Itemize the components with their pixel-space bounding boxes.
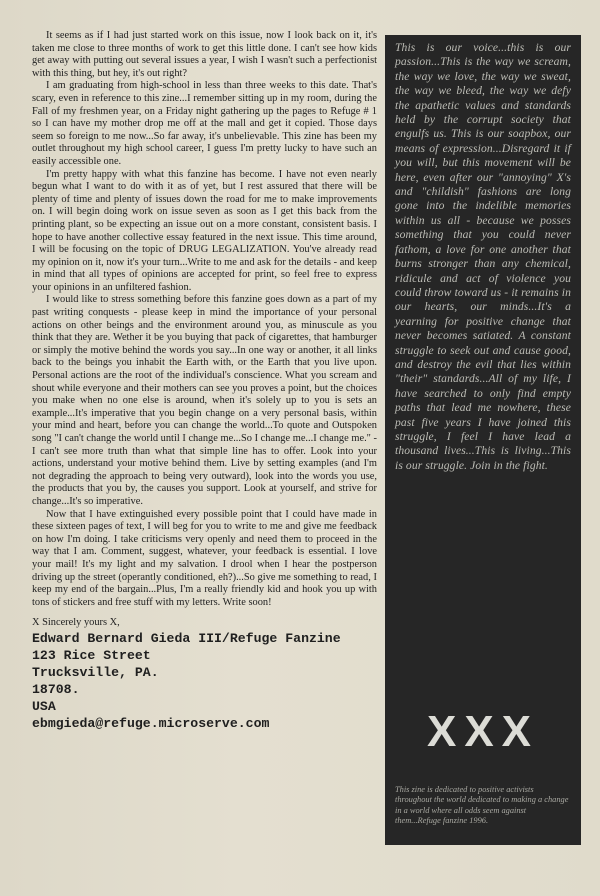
manifesto-text: This is our voice...this is our passion...This is the way we scream, the way we love, the way we sweat, the way we bleed, the way we defy the apathetic values and standards held by the corrupt society that engulfs us. This is our soapbox, our means of expression...Disregard it if you will, but this movement will be here, even after our "annoying" X's and "childish" fashions are long gone into the indelible memories within us all - because we posses something that you could never fathom, a love for one another that burns stronger than any chemical, ridicule and act of violence you could throw toward us - it remains in our hearts, our minds...It's a yearning for positive change that never becomes satiated. A constant struggle to seek out and cause good, and destroy the evil that lies within "their" standards...All of my life, I have searched to only find empty paths that lead me nowhere, these past five years I have joined this struggle, I feel I have lead a thousand lives...This is living...This is our struggle. Join in the fight. [395,41,571,472]
address-name: Edward Bernard Gieda III/Refuge Fanzine [32,630,341,646]
letter-paragraph-4: I would like to stress something before this fanzine goes down as a part of my past writing conquests - please keep in mind the importance of your personal actions on other beings and the environment around you, as minuscule as you think that they are. Wether it be you buying that pack of cigarettes, that hamburger or simply the motive behind the words you say...In one way or another, it all links back to the beings you inhabit the Earth with, or the Earth that you live upon. Personal actions are the root of the individual's conscience. What you scream and shout while everyone and their mothers can see you proves a point, but the choices you make when no one else is around, when it's solely up to you is sets an example...It's imperative that you begin change on a very personal basis, within your mind and heart, before you can change the world...To quote and Outspoken song "I can't change the world until I change me...So I change me...I change me." - I can't see more truth than what that simple line has to offer. Look into your actions, understand your motive behind them. Live by setting examples (and I'm not degrading the approach to being very outward), look into the words you use, the products that you by, the causes you support. Look at yourself, and strive for change...It's so imperative. [32,294,377,507]
signoff: X Sincerely yours X, [32,617,120,629]
address-zip: 18708. [32,681,80,697]
letter-paragraph-1: It seems as if I had just started work on this issue, now I look back on it, it's taken me close to three months of work to get this little done. I can't see how kids get away with putting out several issues a year, I wish I wasn't such a perfectionist with this thing, but hey, it's out right? [32,30,377,79]
address-country: USA [32,698,56,714]
letter-column [32,30,377,732]
address-city: Trucksville, PA. [32,664,159,680]
letter-paragraph-3: I'm pretty happy with what this fanzine has become. I have not even nearly begun what I want to do with it as of yet, but I rest assured that there will be plenty of time and plenty of issues down the road for me to make improvements on. I will begin doing work on issue seven as soon as I get this back from the printing plant, so be expecting an issue out on a more constant, consistent basis. I hope to have another collective essay featured in the next issue. This time around, I will be focusing on the topic of DRUG LEGALIZATION. You've already read my opinion on it, now it's your turn...Write to me and ask for the details - and keep in mind that all types of opinions are accepted for print, so feel free to express your opinions in an unfiltered fashion. [32,168,377,293]
letter-paragraph-5: Now that I have extinguished every possible point that I could have made in these sixteen pages of text, I will beg for you to write to me and give me feedback on how I'm doing. I take criticisms very openly and need them to proceed in the way that I am. Comment, suggest, whatever, your feedback is essential. I love your mail! It's my light and my salvation. I drool when I hear the postperson driving up the street (operantly conditioned, eh?)...So give me something to read, I keep my end of the bargain...Plus, I'm a really friendly kid and hook you up with tons of stickers and free stuff with my letters. Write soon! [32,508,377,608]
manifesto-sidebar [385,35,581,845]
letter-paragraph-2: I am graduating from high-school in less than three weeks to this date. That's scary, even in reference to this zine...I remember sitting up in my room, during the Fall of my freshmen year, on a Friday night gathering up the pages to Refuge # 1 so I can have my mother drop me off at the mall and get it copied. Those days seem so foreign to me now...So far away, it's unbelievable. This zine has been my outlet throughout my high school career, I guess I'm pretty lucky to have such an easily accessible one. [32,80,377,167]
mailing-address [32,630,377,732]
email-address: ebmgieda@refuge.microserve.com [32,715,270,731]
address-street: 123 Rice Street [32,647,151,663]
dedication-text: This zine is dedicated to positive activists throughout the world dedicated to making a change in a world where all odds seem against them...Refuge fanzine 1996. [395,785,569,826]
xxx-logo: XXX [426,707,540,756]
